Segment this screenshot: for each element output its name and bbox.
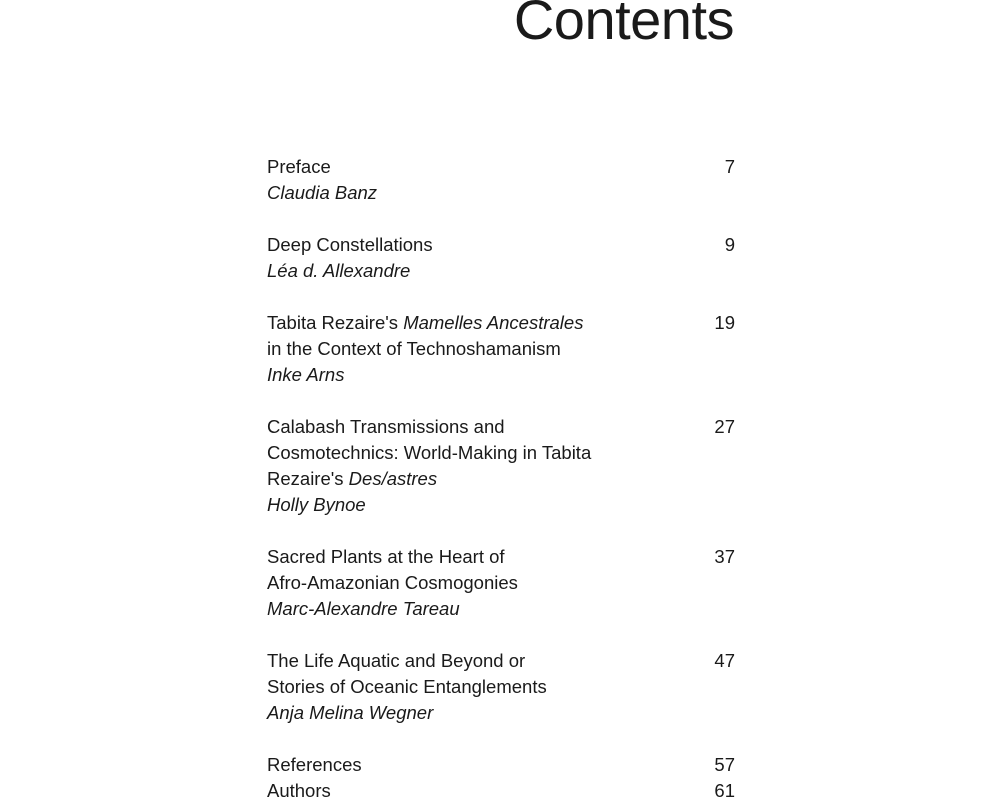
toc-entry-title-continued	[267, 466, 607, 492]
toc-entry-author: Marc-Alexandre Tareau	[267, 598, 460, 619]
toc-entry-title: Deep Constellations	[267, 234, 433, 255]
toc-entry-title-text: Tabita Rezaire's	[267, 312, 404, 333]
toc-entry-title: Sacred Plants at the Heart of	[267, 546, 505, 567]
toc-entry-title: Authors	[267, 780, 331, 801]
toc-entry-preface[interactable]	[267, 154, 735, 206]
toc-entry-author: Léa d. Allexandre	[267, 260, 411, 281]
toc-entry-authors[interactable]	[267, 778, 735, 804]
toc-entry-calabash-transmissions[interactable]	[267, 414, 735, 518]
toc-entry-title: Calabash Transmissions and	[267, 416, 505, 437]
table-of-contents	[267, 154, 735, 804]
toc-entry-author: Claudia Banz	[267, 182, 378, 203]
toc-entry-title	[267, 310, 607, 336]
toc-entry-author: Inke Arns	[267, 364, 345, 385]
toc-entry-title-work: Des/astres	[348, 468, 438, 489]
toc-entry-title-text: Rezaire's	[267, 468, 349, 489]
toc-entry-title-continued: Cosmotechnics: World-Making in Tabita	[267, 442, 592, 463]
toc-entry-page-number: 19	[714, 312, 735, 333]
toc-entry-title-continued: Stories of Oceanic Entanglements	[267, 676, 547, 697]
toc-entry-page-number: 7	[724, 156, 735, 177]
toc-entry-references[interactable]	[267, 752, 735, 778]
toc-entry-deep-constellations[interactable]	[267, 232, 735, 284]
toc-entry-page-number: 47	[714, 650, 735, 671]
toc-entry-title: The Life Aquatic and Beyond or	[267, 650, 526, 671]
toc-entry-title: References	[267, 754, 362, 775]
toc-entry-page-number: 27	[714, 416, 735, 437]
toc-entry-life-aquatic[interactable]	[267, 648, 735, 726]
toc-entry-title-continued: in the Context of Technoshamanism	[267, 338, 561, 359]
toc-entry-title-continued: Afro-Amazonian Cosmogonies	[267, 572, 518, 593]
toc-entry-title-work: Mamelles Ancestrales	[403, 312, 584, 333]
toc-entry-author: Anja Melina Wegner	[267, 702, 434, 723]
toc-entry-sacred-plants[interactable]	[267, 544, 735, 622]
toc-entry-page-number: 61	[714, 780, 735, 801]
toc-entry-page-number: 9	[724, 234, 735, 255]
toc-entry-page-number: 57	[714, 754, 735, 775]
toc-entry-author: Holly Bynoe	[267, 494, 366, 515]
toc-entry-page-number: 37	[714, 546, 735, 567]
page-title: Contents	[513, 0, 734, 51]
toc-entry-mamelles-ancestrales[interactable]	[267, 310, 735, 388]
toc-entry-title: Preface	[267, 156, 331, 177]
